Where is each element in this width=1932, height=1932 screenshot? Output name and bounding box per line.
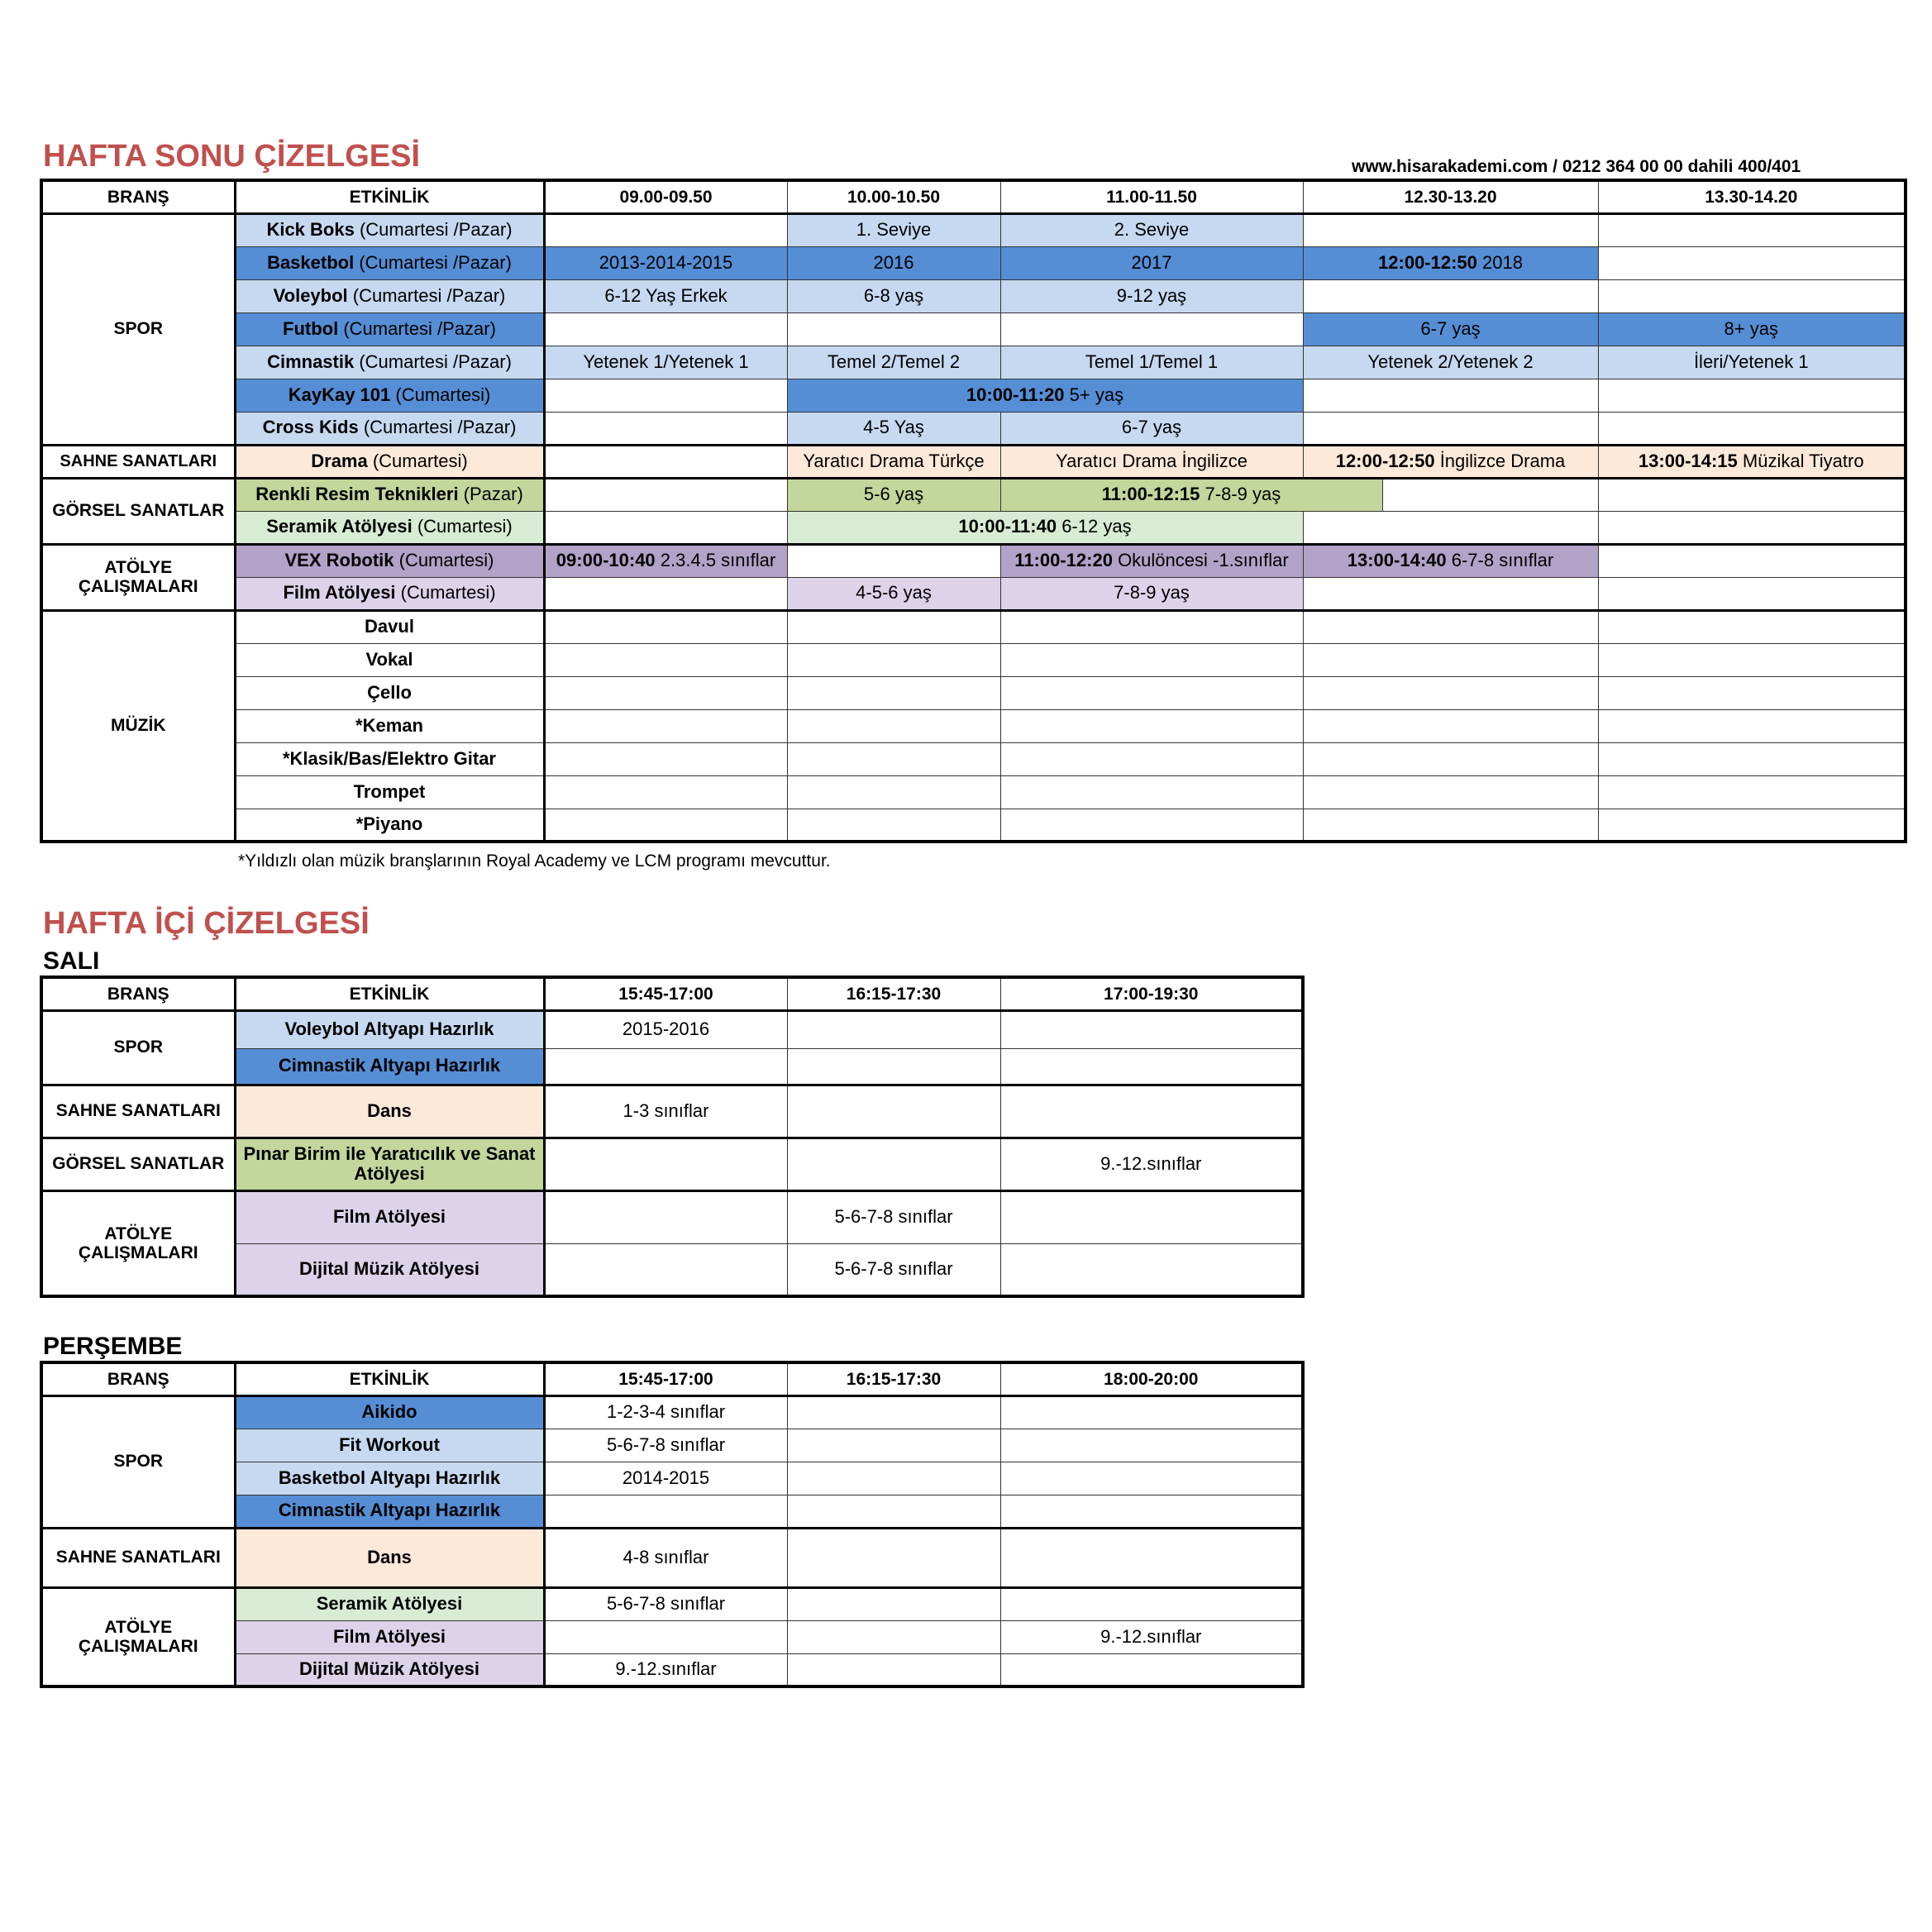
activity-film: Film Atölyesi (Cumartesi) xyxy=(235,577,544,610)
cell: 6-7 yaş xyxy=(1000,412,1303,445)
table-row xyxy=(41,742,1906,775)
header-slot-3: 18:00-20:00 xyxy=(1000,1362,1303,1395)
table-row xyxy=(41,544,1906,577)
activity-basketbol-altyapi: Basketbol Altyapı Hazırlık xyxy=(235,1462,544,1495)
header-slot-1: 09.00-09.50 xyxy=(544,180,787,213)
sali-header-row xyxy=(41,977,1303,1010)
header-slot-2: 16:15-17:30 xyxy=(787,1362,1000,1395)
table-row xyxy=(41,676,1906,709)
activity-pinar-birim: Pınar Birim ile Yaratıcılık ve Sanat Atölyesi xyxy=(235,1138,544,1190)
cell: 9.-12.sınıflar xyxy=(1000,1138,1303,1190)
activity-renkli-resim: Renkli Resim Teknikleri (Pazar) xyxy=(235,478,544,511)
header-activity: ETKİNLİK xyxy=(235,1362,544,1395)
activity-voleybol: Voleybol (Cumartesi /Pazar) xyxy=(235,279,544,312)
cell: 5-6-7-8 sınıflar xyxy=(787,1190,1000,1243)
table-row xyxy=(41,610,1906,643)
branch-gorsel-sanatlar: GÖRSEL SANATLAR xyxy=(41,478,235,544)
header-slot-1: 15:45-17:00 xyxy=(544,977,787,1010)
weekend-title: HAFTA SONU ÇİZELGESİ xyxy=(43,139,420,174)
cell: 1. Seviye xyxy=(787,213,1000,246)
branch-sahne-sanatlari: SAHNE SANATLARI xyxy=(41,1085,235,1138)
table-row xyxy=(41,1190,1303,1243)
sali-schedule-table xyxy=(40,976,1305,1298)
table-row xyxy=(41,1587,1303,1620)
music-item: *Klasik/Bas/Elektro Gitar xyxy=(235,742,544,775)
cell: 5-6-7-8 sınıflar xyxy=(544,1587,787,1620)
cell: 11:00-12:15 7-8-9 yaş xyxy=(1000,478,1598,511)
cell: 4-5 Yaş xyxy=(787,412,1000,445)
activity-basketbol: Basketbol (Cumartesi /Pazar) xyxy=(235,246,544,279)
branch-sahne-sanatlari: SAHNE SANATLARI xyxy=(41,445,235,478)
cell: 9.-12.sınıflar xyxy=(544,1653,787,1686)
cell: 7-8-9 yaş xyxy=(1000,577,1303,610)
cell: 5-6-7-8 sınıflar xyxy=(544,1429,787,1462)
activity-film: Film Atölyesi xyxy=(235,1190,544,1243)
table-row xyxy=(41,246,1906,279)
activity-dans: Dans xyxy=(235,1528,544,1587)
cell: Yaratıcı Drama İngilizce xyxy=(1000,445,1303,478)
branch-spor: SPOR xyxy=(41,1010,235,1085)
activity-aikido: Aikido xyxy=(235,1395,544,1429)
cell: 9-12 yaş xyxy=(1000,279,1303,312)
cell: 2. Seviye xyxy=(1000,213,1303,246)
table-row xyxy=(41,279,1906,312)
header-branch: BRANŞ xyxy=(41,180,235,213)
branch-gorsel-sanatlar: GÖRSEL SANATLAR xyxy=(41,1138,235,1190)
cell: 6-7 yaş xyxy=(1303,312,1598,346)
table-row xyxy=(41,312,1906,346)
contact-info: www.hisarakademi.com / 0212 364 00 00 dahili 400/401 xyxy=(1352,157,1801,176)
cell: 09:00-10:40 2.3.4.5 sınıflar xyxy=(544,544,787,577)
branch-atolye: ATÖLYE ÇALIŞMALARI xyxy=(41,1587,235,1686)
cell: 9.-12.sınıflar xyxy=(1000,1620,1303,1653)
activity-kick-boks: Kick Boks (Cumartesi /Pazar) xyxy=(235,213,544,246)
weekend-schedule-table xyxy=(40,179,1907,843)
header-slot-2: 10.00-10.50 xyxy=(787,180,1000,213)
cell: 2014-2015 xyxy=(544,1462,787,1495)
day-persembe: PERŞEMBE xyxy=(43,1333,183,1360)
activity-seramik: Seramik Atölyesi (Cumartesi) xyxy=(235,511,544,544)
branch-sahne-sanatlari: SAHNE SANATLARI xyxy=(41,1528,235,1587)
music-item: Vokal xyxy=(235,643,544,676)
header-activity: ETKİNLİK xyxy=(235,180,544,213)
cell: 13:00-14:15 Müzikal Tiyatro xyxy=(1598,445,1906,478)
table-row xyxy=(41,213,1906,246)
music-item: Çello xyxy=(235,676,544,709)
table-row xyxy=(41,1528,1303,1587)
cell: 12:00-12:50 2018 xyxy=(1303,246,1598,279)
header-branch: BRANŞ xyxy=(41,1362,235,1395)
cell: 4-8 sınıflar xyxy=(544,1528,787,1587)
table-row xyxy=(41,412,1906,445)
activity-futbol: Futbol (Cumartesi /Pazar) xyxy=(235,312,544,346)
activity-voleybol-altyapi: Voleybol Altyapı Hazırlık xyxy=(235,1010,544,1048)
cell: Yaratıcı Drama Türkçe xyxy=(787,445,1000,478)
table-row xyxy=(41,346,1906,379)
table-row xyxy=(41,511,1906,544)
music-item: *Piyano xyxy=(235,809,544,842)
activity-drama: Drama (Cumartesi) xyxy=(235,445,544,478)
persembe-header-row xyxy=(41,1362,1303,1395)
activity-fit-workout: Fit Workout xyxy=(235,1429,544,1462)
activity-dans: Dans xyxy=(235,1085,544,1138)
table-row xyxy=(41,809,1906,842)
cell: 2013-2014-2015 xyxy=(544,246,787,279)
table-row xyxy=(41,1085,1303,1138)
header-slot-3: 11.00-11.50 xyxy=(1000,180,1303,213)
activity-seramik: Seramik Atölyesi xyxy=(235,1587,544,1620)
header-activity: ETKİNLİK xyxy=(235,977,544,1010)
table-row xyxy=(41,379,1906,412)
cell: 1-2-3-4 sınıflar xyxy=(544,1395,787,1429)
cell: 6-12 Yaş Erkek xyxy=(544,279,787,312)
activity-film: Film Atölyesi xyxy=(235,1620,544,1653)
table-row xyxy=(41,478,1906,511)
cell: 2017 xyxy=(1000,246,1303,279)
activity-cross-kids: Cross Kids (Cumartesi /Pazar) xyxy=(235,412,544,445)
header-slot-5: 13.30-14.20 xyxy=(1598,180,1906,213)
cell: Yetenek 2/Yetenek 2 xyxy=(1303,346,1598,379)
cell: 1-3 sınıflar xyxy=(544,1085,787,1138)
activity-cimnastik-altyapi: Cimnastik Altyapı Hazırlık xyxy=(235,1495,544,1528)
table-row xyxy=(41,577,1906,610)
cell: 5-6 yaş xyxy=(787,478,1000,511)
header-slot-1: 15:45-17:00 xyxy=(544,1362,787,1395)
cell: 10:00-11:40 6-12 yaş xyxy=(787,511,1303,544)
cell: 8+ yaş xyxy=(1598,312,1906,346)
table-row xyxy=(41,643,1906,676)
header-branch: BRANŞ xyxy=(41,977,235,1010)
header-slot-4: 12.30-13.20 xyxy=(1303,180,1598,213)
activity-vex-robotik: VEX Robotik (Cumartesi) xyxy=(235,544,544,577)
activity-dijital-muzik: Dijital Müzik Atölyesi xyxy=(235,1243,544,1296)
cell: 2015-2016 xyxy=(544,1010,787,1048)
music-item: Trompet xyxy=(235,775,544,809)
table-row xyxy=(41,1138,1303,1190)
header-slot-2: 16:15-17:30 xyxy=(787,977,1000,1010)
footnote: *Yıldızlı olan müzik branşlarının Royal Academy ve LCM programı mevcuttur. xyxy=(238,852,831,871)
weekend-header-row xyxy=(41,180,1906,213)
activity-kaykay: KayKay 101 (Cumartesi) xyxy=(235,379,544,412)
cell: 12:00-12:50 İngilizce Drama xyxy=(1303,445,1598,478)
cell: 11:00-12:20 Okulöncesi -1.sınıflar xyxy=(1000,544,1303,577)
branch-muzik: MÜZİK xyxy=(41,610,235,842)
header-slot-3: 17:00-19:30 xyxy=(1000,977,1303,1010)
table-row xyxy=(41,1010,1303,1048)
cell: 2016 xyxy=(787,246,1000,279)
table-row xyxy=(41,709,1906,742)
activity-cimnastik-altyapi: Cimnastik Altyapı Hazırlık xyxy=(235,1048,544,1085)
cell: Yetenek 1/Yetenek 1 xyxy=(544,346,787,379)
cell: 4-5-6 yaş xyxy=(787,577,1000,610)
table-row xyxy=(41,775,1906,809)
branch-spor: SPOR xyxy=(41,213,235,445)
cell: 10:00-11:20 5+ yaş xyxy=(787,379,1303,412)
branch-atolye: ATÖLYE ÇALIŞMALARI xyxy=(41,544,235,610)
branch-atolye: ATÖLYE ÇALIŞMALARI xyxy=(41,1190,235,1296)
cell: 5-6-7-8 sınıflar xyxy=(787,1243,1000,1296)
day-sali: SALI xyxy=(43,947,100,975)
cell: 6-8 yaş xyxy=(787,279,1000,312)
persembe-schedule-table xyxy=(40,1361,1305,1688)
cell: İleri/Yetenek 1 xyxy=(1598,346,1906,379)
music-item: *Keman xyxy=(235,709,544,742)
cell: Temel 1/Temel 1 xyxy=(1000,346,1303,379)
table-row xyxy=(41,445,1906,478)
cell: Temel 2/Temel 2 xyxy=(787,346,1000,379)
table-row xyxy=(41,1395,1303,1429)
cell: 13:00-14:40 6-7-8 sınıflar xyxy=(1303,544,1598,577)
weekday-title: HAFTA İÇİ ÇİZELGESİ xyxy=(43,906,370,941)
music-item: Davul xyxy=(235,610,544,643)
activity-cimnastik: Cimnastik (Cumartesi /Pazar) xyxy=(235,346,544,379)
branch-spor: SPOR xyxy=(41,1395,235,1528)
activity-dijital-muzik: Dijital Müzik Atölyesi xyxy=(235,1653,544,1686)
